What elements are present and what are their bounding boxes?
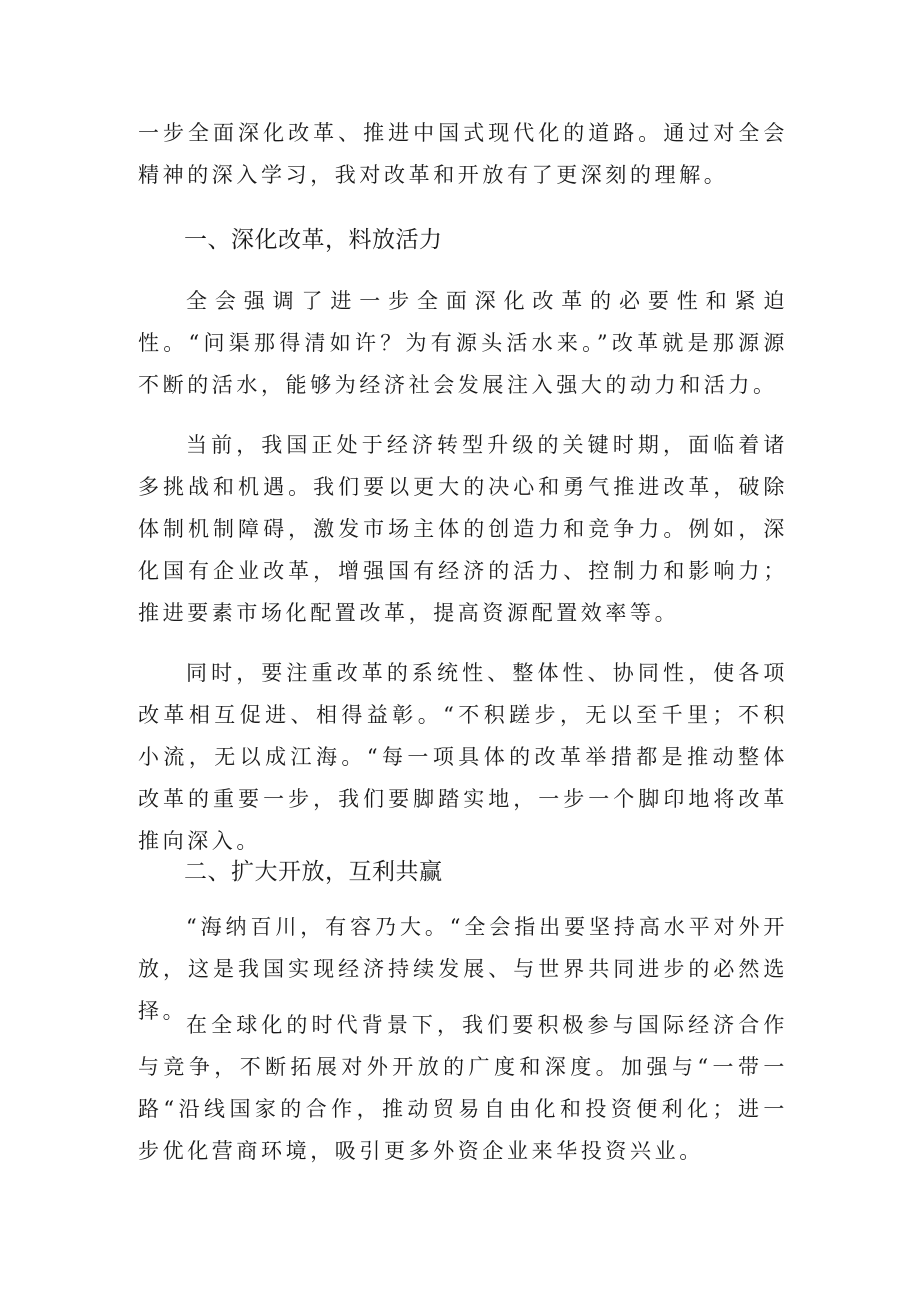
intro-paragraph: 一步全面深化改革、推进中国式现代化的道路。通过对全会精神的深入学习，我对改革和开放有了更深刻的理解。: [138, 121, 788, 187]
section-1-heading: 一、深化改革，料放活力: [184, 227, 443, 253]
section-2-heading: 二、扩大开放，互利共赢: [184, 859, 443, 885]
section-2-paragraph-2: 在全球化的时代背景下，我们要积极参与国际经济合作与竞争，不断拓展对外开放的广度和深度。加强与“一带一路“沿线国家的合作，推动贸易自由化和投资便利化；进一步优化营商环境，吸引更多外资企业来华投资兴业。: [138, 1013, 788, 1163]
section-1-paragraph-2: 当前，我国正处于经济转型升级的关键时期，面临着诸多挑战和机遇。我们要以更大的决心和勇气推进改革，破除体制机制障碍，激发市场主体的创造力和竞争力。例如，深化国有企业改革，增强国有经济的活力、控制力和影响力；推进要素市场化配置改革，提高资源配置效率等。: [138, 433, 788, 625]
section-1-paragraph-1: 全会强调了进一步全面深化改革的必要性和紧迫性。“问渠那得清如许？为有源头活水来。”改革就是那源源不断的活水，能够为经济社会发展注入强大的动力和活力。: [138, 289, 788, 397]
section-1-paragraph-3: 同时，要注重改革的系统性、整体性、协同性，使各项改革相互促进、相得益彰。“不积蹉步，无以至千里；不积小流，无以成江海。“每一项具体的改革举措都是推动整体改革的重要一步，我们要脚踏实地，一步一个脚印地将改革推向深入。: [138, 661, 788, 853]
section-2-paragraph-1: “海纳百川，有容乃大。“全会指出要坚持高水平对外开放，这是我国实现经济持续发展、与世界共同进步的必然选择。: [138, 915, 788, 1023]
